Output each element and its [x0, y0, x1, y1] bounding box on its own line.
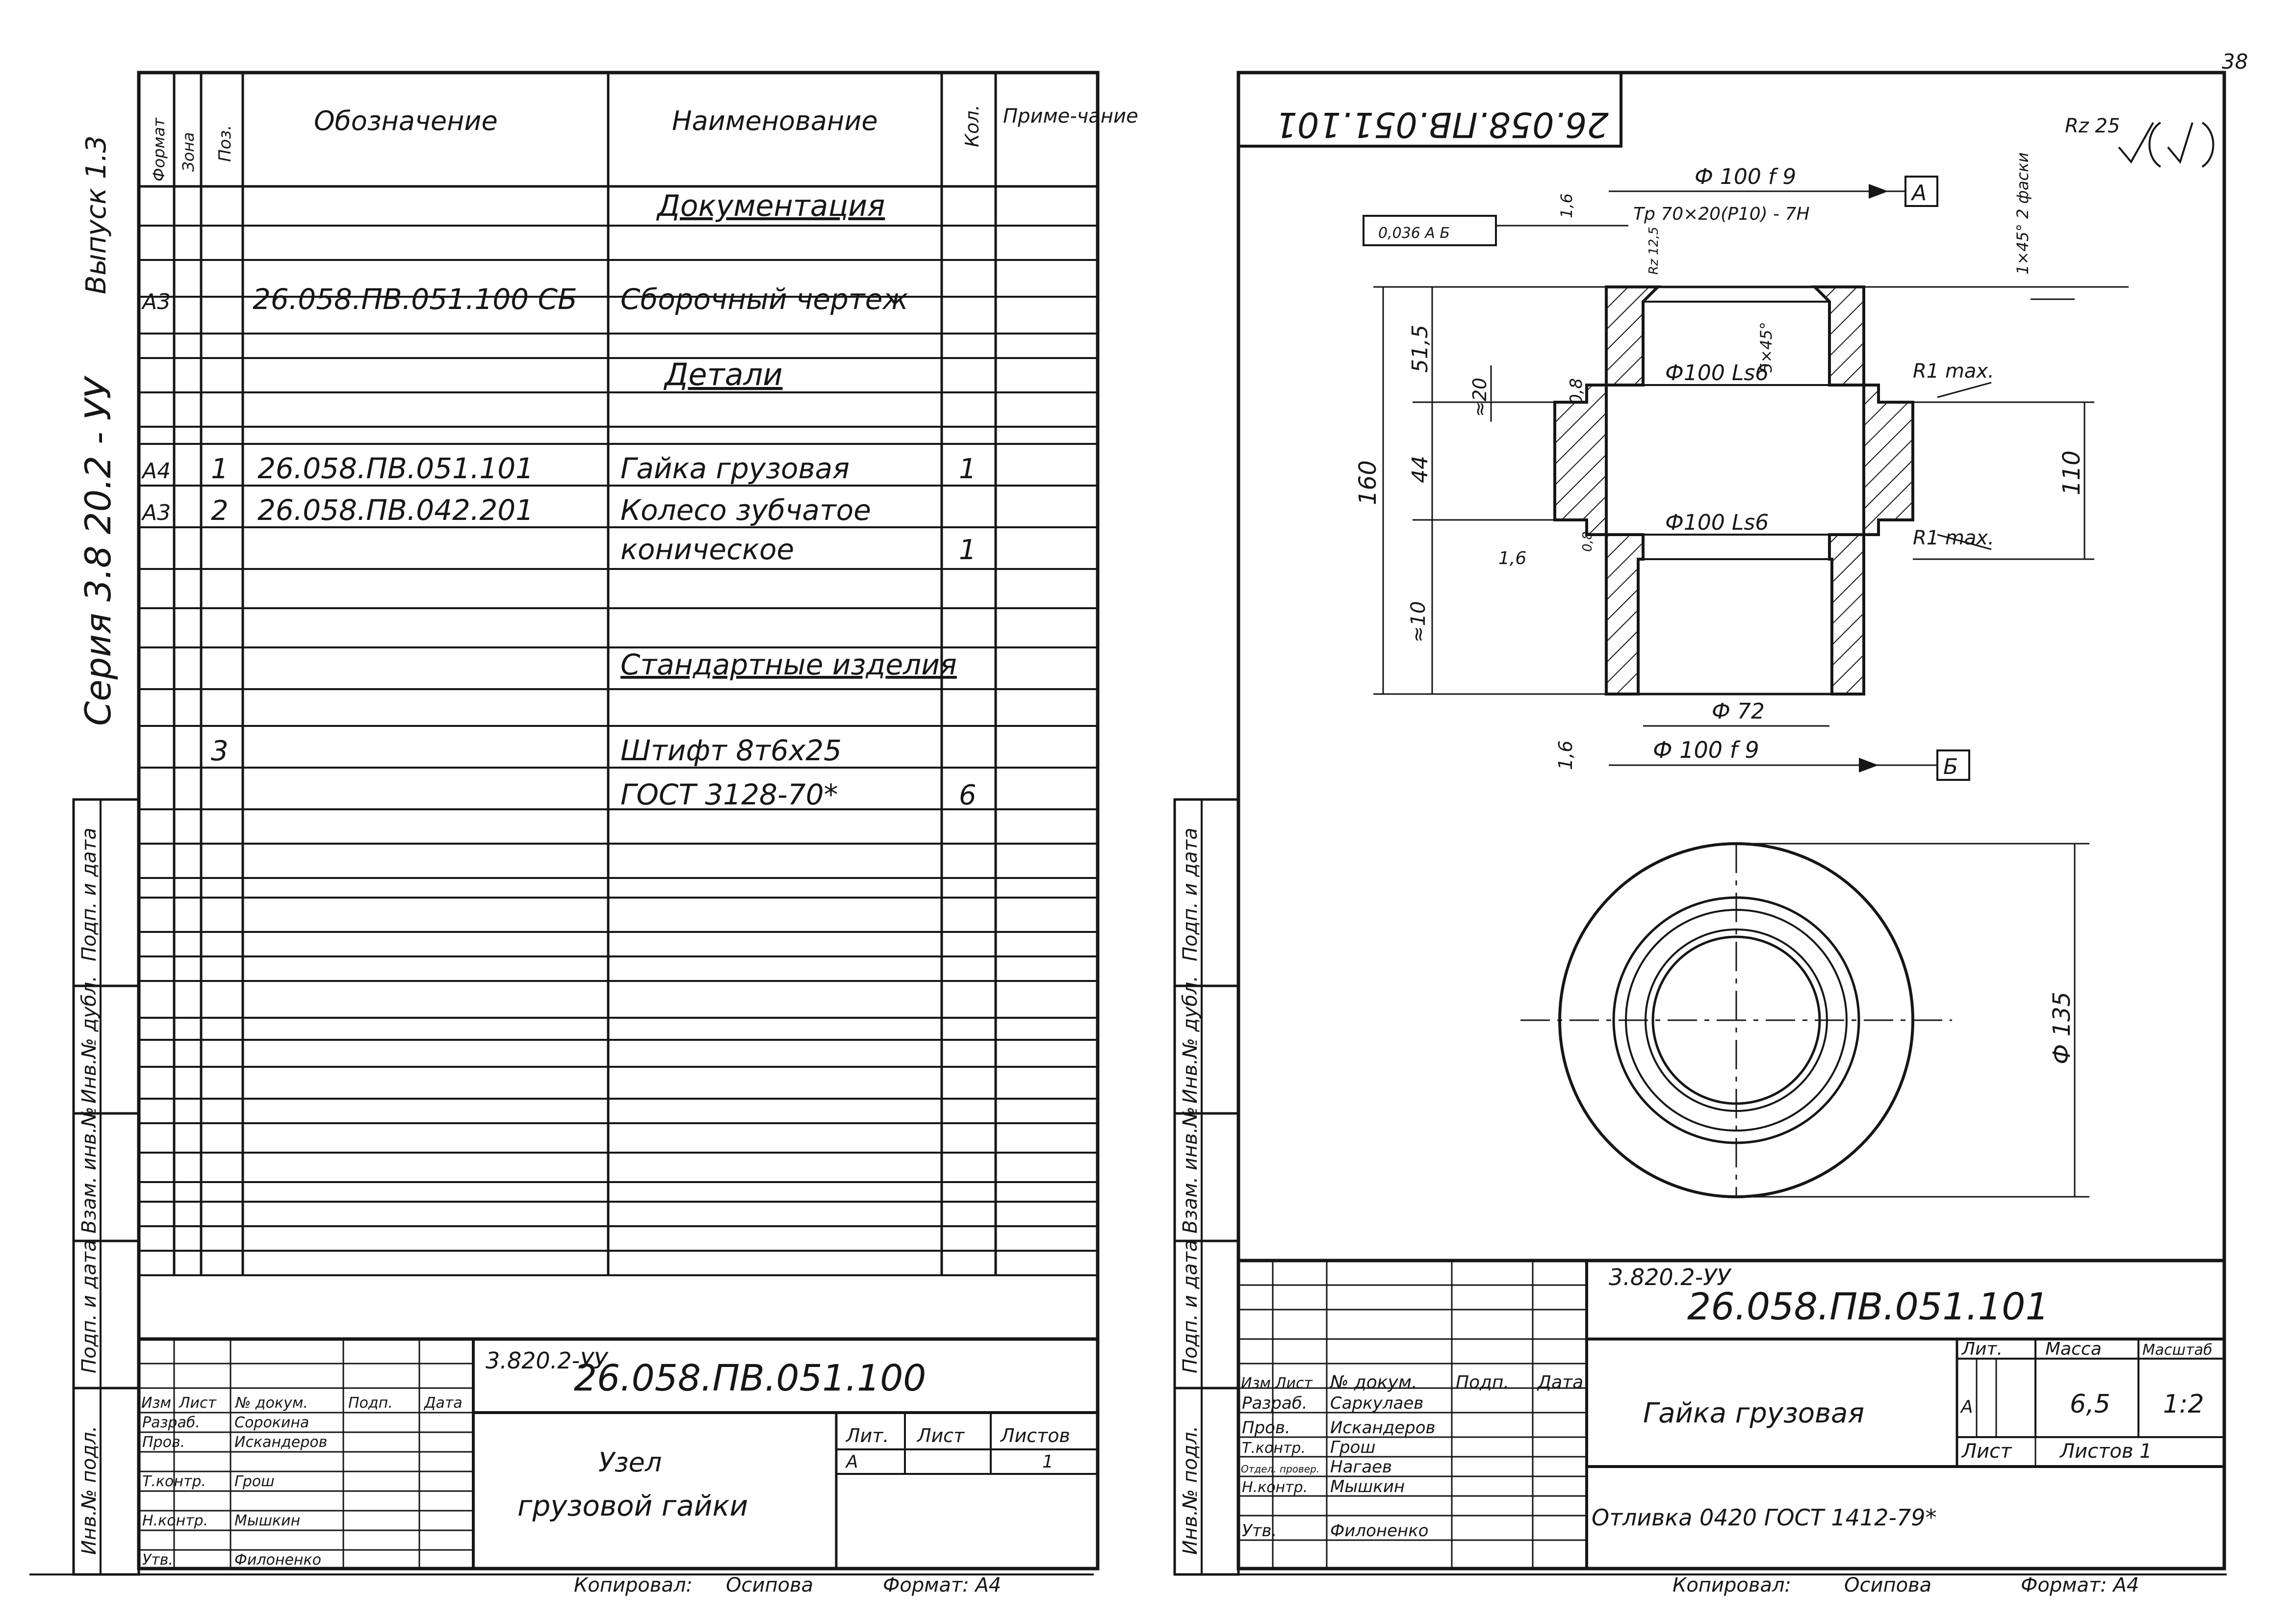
plan-view: [1520, 844, 2089, 1197]
header-note: Приме-чание: [1003, 105, 1138, 128]
datum-a: А: [1912, 180, 1927, 206]
assembly-title-1: Узел: [598, 1447, 662, 1478]
lit-label: Лит.: [1962, 1339, 2003, 1359]
role-nkontr: Н.контр.: [142, 1512, 208, 1529]
name-utv: Филоненко: [234, 1551, 322, 1569]
spec-format: А3: [142, 289, 171, 314]
side-field-4: Подп. и дата: [1179, 1239, 1202, 1373]
roughness-e: 0,8: [1580, 531, 1595, 552]
dim-d-bottom: Ф 100 f 9: [1653, 737, 1759, 763]
dim-h2: 44: [1408, 456, 1433, 483]
left-wall: [1555, 287, 1658, 694]
role-tkontr: Т.контр.: [142, 1473, 206, 1490]
header-designation: Обозначение: [314, 105, 498, 136]
dim-radius1: R1 max.: [1913, 360, 1994, 383]
name-otdel: Нагаев: [1330, 1457, 1392, 1477]
dim-tolerance: 0,036 А Б: [1378, 225, 1450, 242]
side-field-2: Инв.№ дубл.: [78, 976, 101, 1104]
copied-label: Копировал:: [1672, 1574, 1792, 1597]
spec-designation: 26.058.ПВ.051.100 СБ: [253, 283, 577, 316]
rev-header-list: Лист: [1275, 1375, 1313, 1392]
right-title-block: [1238, 1261, 2224, 1597]
spec-format: А4: [142, 459, 171, 484]
dim-d-outer: Ф 135: [2048, 991, 2076, 1064]
name-prov: Искандеров: [1330, 1418, 1436, 1438]
name-razrab: Саркулаев: [1330, 1393, 1424, 1413]
page-number: 38: [2222, 50, 2248, 74]
roughness-c: 1,6: [1498, 548, 1527, 568]
format-label: Формат: А4: [883, 1574, 1002, 1597]
assembly-title-2: грузовой гайки: [517, 1489, 748, 1522]
dim-h-total: 160: [1354, 460, 1382, 505]
series-code: 3.820.2-УУ: [486, 1347, 608, 1374]
spec-row: [211, 734, 842, 767]
material: Отливка 0420 ГОСТ 1412-79*: [1592, 1504, 1937, 1531]
lit-label: Лит.: [846, 1425, 889, 1446]
dim-fit1: Ф100 Ls6: [1665, 361, 1769, 386]
side-field-3: Взам. инв.№: [1179, 1107, 1202, 1234]
spec-name: Сборочный чертеж: [620, 283, 908, 316]
mass-label: Масса: [2045, 1339, 2102, 1359]
sheets-value: 1: [1042, 1452, 1054, 1472]
dim-radius2: R1 max.: [1913, 527, 1994, 549]
spec-qty: 6: [959, 779, 977, 811]
right-side-stamp: [1175, 799, 1238, 1574]
rev-header-list: Лист: [179, 1394, 217, 1412]
name-razrab: Сорокина: [234, 1414, 309, 1431]
left-side-stamp: [74, 135, 139, 1574]
sheet-label: Лист: [917, 1425, 965, 1446]
doc-code: 26.058.ПВ.051.101: [1687, 1285, 2049, 1328]
spec-row: [141, 283, 908, 316]
sheet-label: Лист: [1962, 1440, 2012, 1463]
part-name: Гайка грузовая: [1643, 1397, 1865, 1429]
roughness-f: Rz 12,5: [1647, 227, 1661, 275]
dim-h-mid: 110: [2058, 450, 2085, 495]
rev-header-doc: № докум.: [1330, 1372, 1417, 1392]
spec-name: Гайка грузовая: [620, 452, 850, 485]
roughness-a: 1,6: [1557, 193, 1576, 218]
spec-name: коническое: [620, 533, 795, 566]
name-utv: Филоненко: [1330, 1521, 1429, 1541]
header-qty: Кол.: [961, 104, 983, 147]
spec-name: ГОСТ 3128-70*: [620, 778, 838, 811]
spec-row: [620, 648, 957, 681]
role-otdel: Отдел. провер.: [1241, 1463, 1320, 1475]
dim-chamfer-inner: 5×45°: [1757, 322, 1775, 373]
role-nkontr: Н.контр.: [1242, 1479, 1308, 1496]
header-zone: Зона: [179, 132, 198, 172]
left-title-block: [139, 1339, 1098, 1597]
roughness-b: 1,6: [1555, 740, 1576, 770]
dim-d-bore: Ф 72: [1712, 699, 1765, 724]
name-tkontr: Грош: [1330, 1438, 1376, 1457]
spec-row: [620, 778, 977, 811]
spec-pos: 2: [211, 495, 229, 527]
rev-header-sign: Подп.: [1456, 1372, 1509, 1392]
mass-value: 6,5: [2070, 1390, 2110, 1419]
side-field-5: Инв.№ подл.: [78, 1425, 101, 1555]
lit-value: А: [1961, 1397, 1973, 1417]
spec-row: [656, 189, 885, 223]
header-name: Наименование: [672, 105, 878, 136]
copied-name: Осипова: [726, 1574, 814, 1597]
spec-pos: 1: [211, 453, 229, 485]
datum-b: Б: [1943, 754, 1958, 779]
dim-fit2: Ф100 Ls6: [1665, 510, 1769, 535]
spec-format: А3: [142, 500, 171, 525]
doc-code: 26.058.ПВ.051.100: [574, 1357, 926, 1399]
copied-label: Копировал:: [574, 1574, 693, 1597]
role-razrab: Разраб.: [1242, 1393, 1308, 1413]
right-wall: [1815, 287, 1913, 694]
sheets-label: Листов: [1001, 1425, 1070, 1446]
rev-header-izm: Изм.: [1241, 1375, 1276, 1392]
copied-name: Осипова: [1844, 1574, 1932, 1597]
dim-h4: ≈20: [1469, 377, 1491, 417]
roughness-general: Rz 25: [2065, 115, 2120, 137]
spec-designation: 26.058.ПВ.051.101: [257, 452, 534, 485]
dim-thread: Тр 70×20(Р10) - 7Н: [1633, 204, 1810, 224]
spec-pos: 3: [211, 735, 229, 767]
dim-h1: 51,5: [1408, 325, 1433, 373]
role-prov: Пров.: [1242, 1418, 1290, 1438]
side-field-2: Инв.№ дубл.: [1179, 976, 1202, 1104]
role-tkontr: Т.контр.: [1242, 1440, 1306, 1457]
dim-h3: ≈10: [1407, 601, 1430, 643]
spec-row: [663, 357, 783, 392]
spec-heading-standard: Стандартные изделия: [620, 648, 957, 681]
spec-name: Колесо зубчатое: [620, 493, 871, 527]
role-razrab: Разраб.: [142, 1414, 200, 1431]
format-label: Формат: А4: [2021, 1574, 2139, 1597]
roughness-d: 0,8: [1567, 378, 1586, 405]
side-field-1: Подп. и дата: [78, 827, 101, 961]
name-tkontr: Грош: [234, 1473, 275, 1490]
seriya-label: Серия 3.8 20.2 - УУ: [77, 377, 119, 726]
rev-header-date: Дата: [1538, 1372, 1584, 1392]
header-pos: Поз.: [215, 125, 235, 162]
spec-heading-documentation: Документация: [657, 189, 885, 223]
dim-d-top: Ф 100 f 9: [1695, 164, 1797, 189]
role-utv: Утв.: [142, 1551, 173, 1569]
side-field-1: Подп. и дата: [1179, 827, 1202, 961]
scale-label: Масштаб: [2142, 1341, 2213, 1359]
series-code: 3.820.2-УУ: [1609, 1264, 1731, 1290]
lit-value: А: [846, 1452, 858, 1472]
spec-heading-details: Детали: [665, 357, 783, 392]
rev-header-date: Дата: [424, 1394, 463, 1412]
spec-designation: 26.058.ПВ.042.201: [257, 493, 534, 527]
sheets-label: Листов 1: [2060, 1440, 2152, 1463]
side-field-5: Инв.№ подл.: [1179, 1425, 1202, 1555]
spec-name: Штифт 8т6х25: [620, 734, 842, 767]
rev-header-sign: Подп.: [348, 1394, 393, 1412]
side-field-3: Взам. инв.№: [78, 1107, 101, 1234]
name-nkontr: Мышкин: [1330, 1477, 1405, 1496]
spec-qty: 1: [959, 453, 977, 485]
spec-row: [141, 452, 977, 485]
header-format: Формат: [150, 118, 168, 181]
spec-row: [620, 533, 977, 566]
name-prov: Искандеров: [234, 1434, 328, 1451]
mirror-stamp: 26.058.ПВ.051.101: [1275, 104, 1609, 145]
rev-header-izm: Изм: [141, 1394, 172, 1412]
vypusk-label: Выпуск 1.3: [80, 135, 112, 294]
role-prov: Пров.: [142, 1434, 185, 1451]
scale-value: 1:2: [2163, 1390, 2204, 1419]
side-field-4: Подп. и дата: [78, 1239, 101, 1373]
dim-chamfer-top: 1×45° 2 фаски: [2013, 152, 2032, 275]
rev-header-doc: № докум.: [235, 1394, 308, 1412]
name-nkontr: Мышкин: [234, 1512, 301, 1529]
spec-row: [141, 493, 871, 527]
spec-qty: 1: [959, 534, 977, 566]
role-utv: Утв.: [1242, 1521, 1277, 1541]
